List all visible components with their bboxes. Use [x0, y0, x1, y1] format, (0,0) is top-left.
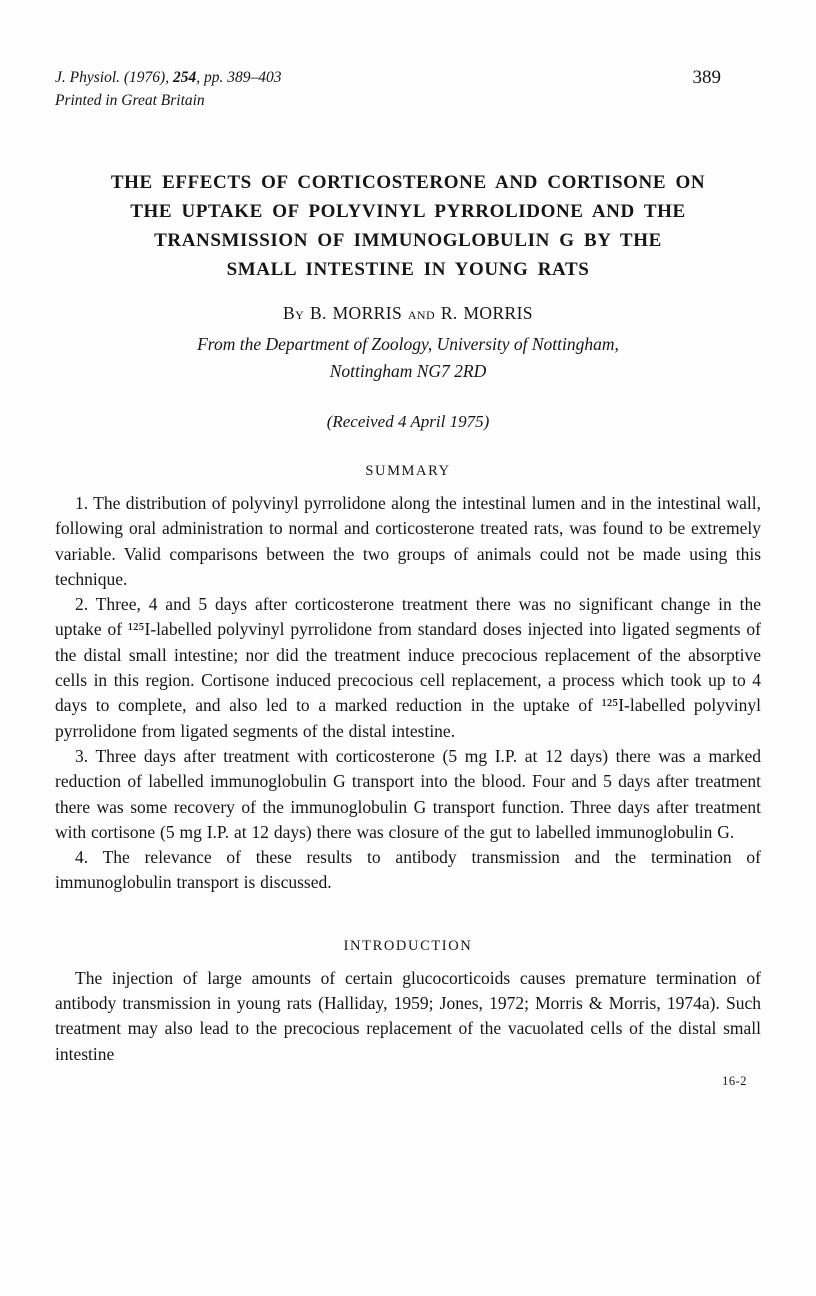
affiliation-line: Nottingham NG7 2RD: [329, 361, 487, 381]
summary-heading: SUMMARY: [365, 463, 451, 479]
article-title-line: TRANSMISSION OF IMMUNOGLOBULIN G BY THE: [154, 230, 662, 251]
summary-paragraph: 2. Three, 4 and 5 days after corticosterone treatment there was no significant change in the uptake of ¹²⁵I-labelled polyvinyl pyrrolidone from standard doses injected into ligated segments of the distal small intestine; nor did the treatment induce precocious replacement of the absorptive cells in this region. Cortisone induced precocious cell replacement, a process which took up to 4 days to complete, and also led to a marked reduction in the uptake of ¹²⁵I-labelled polyvinyl pyrrolidone from ligated segments of the distal intestine.: [55, 594, 761, 741]
page-header: [55, 66, 761, 112]
introduction-section: [55, 966, 761, 1067]
summary-section: [55, 491, 761, 896]
author-byline: By B. MORRIS and R. MORRIS: [283, 303, 533, 323]
article-title-line: THE EFFECTS OF CORTICOSTERONE AND CORTISONE ON: [110, 172, 706, 193]
summary-paragraph: 3. Three days after treatment with corticosterone (5 mg I.P. at 12 days) there was a marked reduction of labelled immunoglobulin G transport into the blood. Four and 5 days after treatment there was some recovery of the immunoglobulin G transport function. Three days after treatment with cortisone (5 mg I.P. at 12 days) there was closure of the gut to labelled immunoglobulin G.: [55, 745, 761, 842]
journal-reference-block: [55, 66, 281, 112]
signature-mark: 16-2: [722, 1073, 747, 1088]
article-title-line: THE UPTAKE OF POLYVINYL PYRROLIDONE AND THE: [130, 201, 686, 222]
page-number: 389: [692, 67, 721, 88]
journal-name: J. Physiol. (1976),: [55, 69, 173, 86]
article-title-line: SMALL INTESTINE IN YOUNG RATS: [226, 259, 590, 280]
journal-volume: 254: [172, 69, 197, 86]
printed-in-note: Printed in Great Britain: [55, 92, 205, 109]
received-date: (Received 4 April 1975): [326, 412, 490, 431]
article-title: [55, 168, 761, 284]
affiliation: [55, 331, 761, 385]
introduction-heading: INTRODUCTION: [343, 937, 473, 954]
summary-paragraph: 4. The relevance of these results to antibody transmission and the termination of immunoglobulin transport is discussed.: [55, 847, 761, 893]
introduction-paragraph: The injection of large amounts of certain glucocorticoids causes premature termination of antibody transmission in young rats (Halliday, 1959; Jones, 1972; Morris & Morris, 1974a). Such treatment may also lead to the precocious replacement of the vacuolated cells of the distal small intestine: [55, 967, 761, 1064]
journal-reference: [55, 66, 281, 89]
summary-paragraph: 1. The distribution of polyvinyl pyrrolidone along the intestinal lumen and in the intestinal wall, following oral administration to normal and corticosterone treated rats, was found to be extremely variable. Valid comparisons between the two groups of animals could not be made using this technique.: [55, 493, 761, 589]
affiliation-line: From the Department of Zoology, University of Nottingham,: [197, 334, 619, 354]
journal-pages: , pp. 389–403: [196, 69, 282, 86]
